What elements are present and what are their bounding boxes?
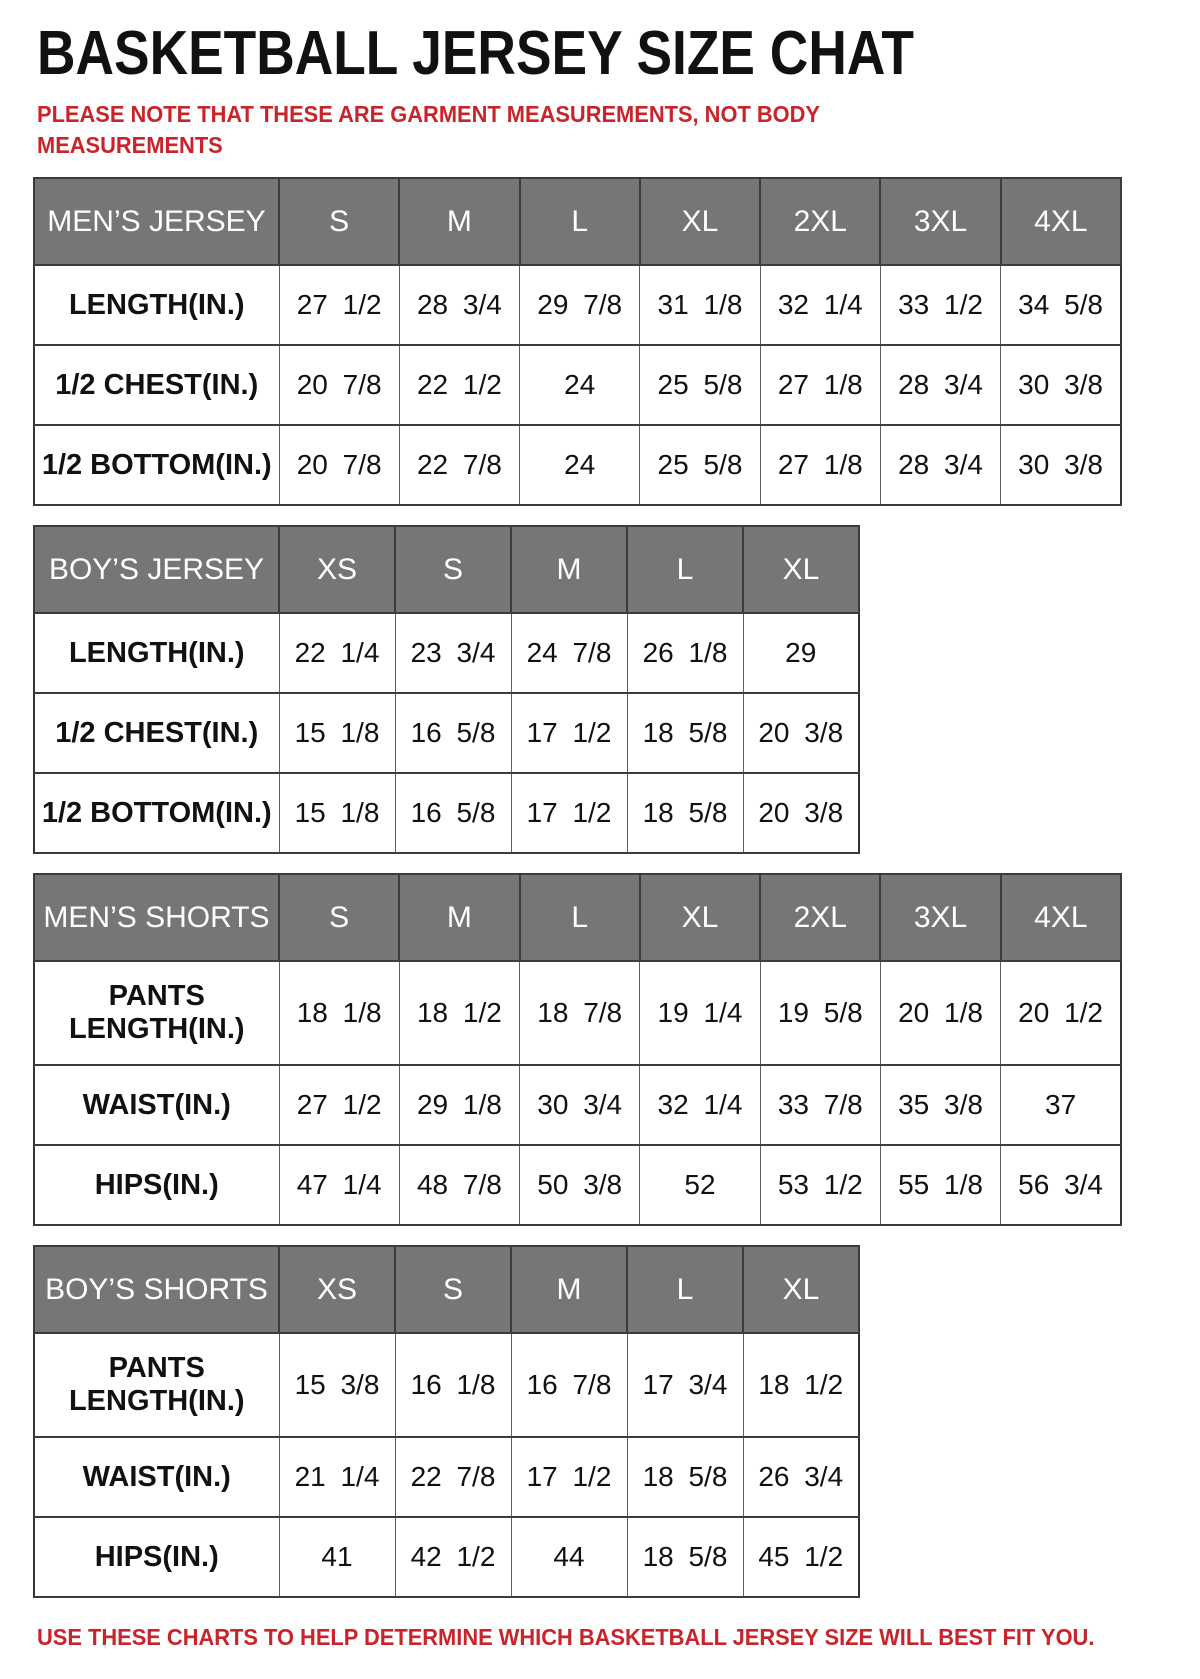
value-cell: 27 1/2 <box>279 265 399 345</box>
col-header: S <box>279 874 399 961</box>
value-cell: 17 3/4 <box>627 1333 743 1437</box>
value-cell: 20 1/8 <box>880 961 1000 1065</box>
value-cell: 50 3/8 <box>520 1145 640 1225</box>
row-label: HIPS(IN.) <box>34 1145 279 1225</box>
table-row <box>34 425 1121 505</box>
value-cell: 20 7/8 <box>279 345 399 425</box>
value-cell: 45 1/2 <box>743 1517 859 1597</box>
boys-jersey-table <box>33 525 860 854</box>
row-label: LENGTH(IN.) <box>34 613 279 693</box>
value-cell: 24 <box>520 425 640 505</box>
value-cell: 20 3/8 <box>743 773 859 853</box>
col-header: 2XL <box>760 874 880 961</box>
value-cell: 25 5/8 <box>640 425 760 505</box>
col-header: 4XL <box>1001 874 1121 961</box>
value-cell: 44 <box>511 1517 627 1597</box>
value-cell: 18 5/8 <box>627 693 743 773</box>
value-cell: 27 1/8 <box>760 345 880 425</box>
row-label: PANTS LENGTH(IN.) <box>34 961 279 1065</box>
value-cell: 18 5/8 <box>627 773 743 853</box>
boys-shorts-table <box>33 1245 860 1598</box>
garment-measurement-note: PLEASE NOTE THAT THESE ARE GARMENT MEASUREMENTS, NOT BODY MEASUREMENTS <box>37 101 820 159</box>
value-cell: 33 7/8 <box>760 1065 880 1145</box>
value-cell: 18 7/8 <box>520 961 640 1065</box>
value-cell: 31 1/8 <box>640 265 760 345</box>
col-header: L <box>520 874 640 961</box>
value-cell: 16 5/8 <box>395 693 511 773</box>
col-header: M <box>399 874 519 961</box>
value-cell: 28 3/4 <box>880 425 1000 505</box>
col-header: XL <box>640 874 760 961</box>
value-cell: 52 <box>640 1145 760 1225</box>
footer-note: USE THESE CHARTS TO HELP DETERMINE WHICH BASKETBALL JERSEY SIZE WILL BEST FIT YOU. <box>37 1624 1095 1651</box>
row-label: WAIST(IN.) <box>34 1437 279 1517</box>
value-cell: 26 3/4 <box>743 1437 859 1517</box>
value-cell: 27 1/2 <box>279 1065 399 1145</box>
col-header: 4XL <box>1001 178 1121 265</box>
table-row <box>34 1437 859 1517</box>
col-header: XL <box>743 1246 859 1333</box>
col-header: MEN’S JERSEY <box>34 178 279 265</box>
col-header: M <box>399 178 519 265</box>
value-cell: 24 <box>520 345 640 425</box>
row-label: HIPS(IN.) <box>34 1517 279 1597</box>
boys-shorts-header-row <box>34 1246 859 1333</box>
table-row <box>34 773 859 853</box>
col-header: BOY’S SHORTS <box>34 1246 279 1333</box>
boys-jersey-header-row <box>34 526 859 613</box>
value-cell: 37 <box>1001 1065 1121 1145</box>
col-header: L <box>627 1246 743 1333</box>
mens-jersey-table <box>33 177 1122 506</box>
col-header: 3XL <box>880 874 1000 961</box>
value-cell: 29 <box>743 613 859 693</box>
row-label: PANTS LENGTH(IN.) <box>34 1333 279 1437</box>
value-cell: 20 3/8 <box>743 693 859 773</box>
value-cell: 30 3/4 <box>520 1065 640 1145</box>
col-header: M <box>511 526 627 613</box>
table-row <box>34 1145 1121 1225</box>
value-cell: 33 1/2 <box>880 265 1000 345</box>
value-cell: 18 1/2 <box>743 1333 859 1437</box>
mens-shorts-header-row <box>34 874 1121 961</box>
value-cell: 32 1/4 <box>760 265 880 345</box>
value-cell: 35 3/8 <box>880 1065 1000 1145</box>
value-cell: 22 1/2 <box>399 345 519 425</box>
value-cell: 16 5/8 <box>395 773 511 853</box>
value-cell: 17 1/2 <box>511 1437 627 1517</box>
col-header: L <box>520 178 640 265</box>
value-cell: 18 1/8 <box>279 961 399 1065</box>
value-cell: 30 3/8 <box>1001 345 1121 425</box>
table-row <box>34 1517 859 1597</box>
value-cell: 30 3/8 <box>1001 425 1121 505</box>
col-header: S <box>395 1246 511 1333</box>
col-header: BOY’S JERSEY <box>34 526 279 613</box>
value-cell: 24 7/8 <box>511 613 627 693</box>
value-cell: 29 1/8 <box>399 1065 519 1145</box>
value-cell: 18 1/2 <box>399 961 519 1065</box>
row-label: 1/2 BOTTOM(IN.) <box>34 773 279 853</box>
row-label: 1/2 BOTTOM(IN.) <box>34 425 279 505</box>
value-cell: 18 5/8 <box>627 1517 743 1597</box>
row-label: LENGTH(IN.) <box>34 265 279 345</box>
col-header: XS <box>279 1246 395 1333</box>
value-cell: 25 5/8 <box>640 345 760 425</box>
row-label: WAIST(IN.) <box>34 1065 279 1145</box>
table-row <box>34 693 859 773</box>
page-title: BASKETBALL JERSEY SIZE CHAT <box>37 19 914 88</box>
value-cell: 27 1/8 <box>760 425 880 505</box>
table-row <box>34 613 859 693</box>
col-header: XL <box>743 526 859 613</box>
col-header: XS <box>279 526 395 613</box>
col-header: S <box>395 526 511 613</box>
value-cell: 15 3/8 <box>279 1333 395 1437</box>
table-row <box>34 345 1121 425</box>
value-cell: 22 7/8 <box>395 1437 511 1517</box>
value-cell: 28 3/4 <box>399 265 519 345</box>
table-row <box>34 1065 1121 1145</box>
value-cell: 42 1/2 <box>395 1517 511 1597</box>
value-cell: 20 7/8 <box>279 425 399 505</box>
value-cell: 17 1/2 <box>511 693 627 773</box>
col-header: S <box>279 178 399 265</box>
value-cell: 22 1/4 <box>279 613 395 693</box>
value-cell: 34 5/8 <box>1001 265 1121 345</box>
value-cell: 56 3/4 <box>1001 1145 1121 1225</box>
col-header: MEN’S SHORTS <box>34 874 279 961</box>
value-cell: 28 3/4 <box>880 345 1000 425</box>
value-cell: 16 7/8 <box>511 1333 627 1437</box>
value-cell: 47 1/4 <box>279 1145 399 1225</box>
value-cell: 21 1/4 <box>279 1437 395 1517</box>
value-cell: 15 1/8 <box>279 693 395 773</box>
value-cell: 26 1/8 <box>627 613 743 693</box>
col-header: L <box>627 526 743 613</box>
value-cell: 32 1/4 <box>640 1065 760 1145</box>
table-row <box>34 1333 859 1437</box>
value-cell: 18 5/8 <box>627 1437 743 1517</box>
value-cell: 16 1/8 <box>395 1333 511 1437</box>
value-cell: 17 1/2 <box>511 773 627 853</box>
value-cell: 23 3/4 <box>395 613 511 693</box>
value-cell: 53 1/2 <box>760 1145 880 1225</box>
value-cell: 29 7/8 <box>520 265 640 345</box>
value-cell: 15 1/8 <box>279 773 395 853</box>
row-label: 1/2 CHEST(IN.) <box>34 693 279 773</box>
value-cell: 55 1/8 <box>880 1145 1000 1225</box>
mens-shorts-table <box>33 873 1122 1226</box>
row-label: 1/2 CHEST(IN.) <box>34 345 279 425</box>
value-cell: 22 7/8 <box>399 425 519 505</box>
mens-jersey-header-row <box>34 178 1121 265</box>
value-cell: 20 1/2 <box>1001 961 1121 1065</box>
col-header: 2XL <box>760 178 880 265</box>
table-row <box>34 265 1121 345</box>
value-cell: 48 7/8 <box>399 1145 519 1225</box>
col-header: 3XL <box>880 178 1000 265</box>
value-cell: 19 5/8 <box>760 961 880 1065</box>
col-header: M <box>511 1246 627 1333</box>
value-cell: 41 <box>279 1517 395 1597</box>
table-row <box>34 961 1121 1065</box>
value-cell: 19 1/4 <box>640 961 760 1065</box>
col-header: XL <box>640 178 760 265</box>
